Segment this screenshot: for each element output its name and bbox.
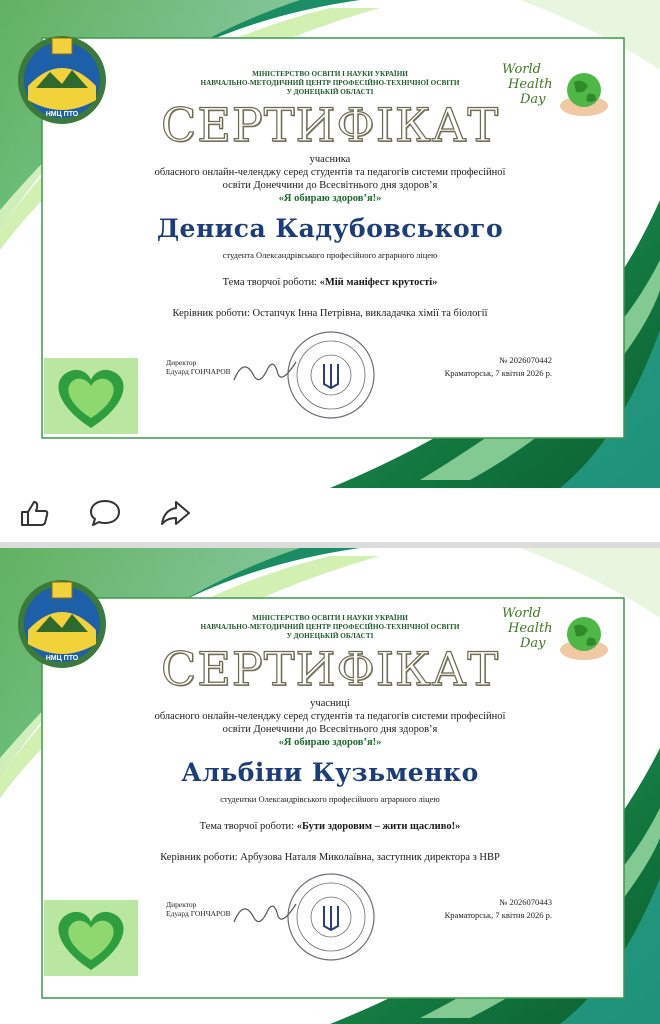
certificate-number: № 2026070443 [499, 897, 552, 907]
whd-line-2: Health [508, 77, 553, 92]
recipient-name: Альбіни Кузьменко [181, 758, 479, 787]
event-line-2: освіти Донеччини до Всесвітнього дня здоров’я [222, 180, 438, 191]
whd-line-3: Day [520, 92, 546, 107]
topic-line [0, 277, 660, 288]
supervisor-line: Керівник роботи: Остапчук Інна Петрівна, викладачка хімії та біології [172, 308, 488, 319]
event-line-1: обласного онлайн-челенджу серед студентів та педагогів системи професійної [154, 711, 506, 722]
ministry-line-2: НАВЧАЛЬНО-МЕТОДИЧНИЙ ЦЕНТР ПРОФЕСІЙНО-ТЕХНІЧНОЇ ОСВІТИ [200, 79, 460, 87]
ministry-line-3: У ДОНЕЦЬКІЙ ОБЛАСТІ [286, 632, 374, 640]
topic-line [0, 821, 660, 832]
place-date: Краматорськ, 7 квітня 2026 р. [444, 910, 552, 920]
post-action-bar [0, 488, 660, 540]
official-seal-icon [286, 330, 376, 420]
topic-label: Тема творчої роботи: [222, 277, 320, 288]
director-role: Директор [166, 900, 197, 909]
recipient-description: студента Олександрівського професійного аграрного ліцею [222, 250, 438, 260]
certificate-image-2[interactable] [0, 548, 660, 1024]
director-role: Директор [166, 358, 197, 367]
official-seal-icon [286, 872, 376, 962]
ministry-line-2: НАВЧАЛЬНО-МЕТОДИЧНИЙ ЦЕНТР ПРОФЕСІЙНО-ТЕХНІЧНОЇ ОСВІТИ [200, 623, 460, 631]
event-line-1: обласного онлайн-челенджу серед студентів та педагогів системи професійної [154, 167, 506, 178]
certificate-title: СЕРТИФІКАТ [161, 642, 499, 696]
recipient-description: студентки Олександрівського професійного аграрного ліцею [220, 794, 440, 804]
whd-line-3: Day [520, 636, 546, 651]
place-date: Краматорськ, 7 квітня 2026 р. [444, 368, 552, 378]
comment-icon[interactable] [88, 498, 122, 528]
participant-role: учасника [309, 154, 351, 165]
green-heart-icon [44, 900, 138, 976]
whd-line-2: Health [508, 621, 553, 636]
whd-line-1: World [502, 62, 541, 77]
director-name: Едуард ГОНЧАРОВ [166, 367, 231, 376]
challenge-motto: «Я обираю здоров’я!» [278, 193, 382, 204]
topic-value: «Бути здоровим – жити щасливо!» [296, 821, 461, 832]
certificate-title: СЕРТИФІКАТ [161, 98, 499, 152]
certificate-number: № 2026070442 [499, 355, 552, 365]
event-line-2: освіти Донеччини до Всесвітнього дня здоров’я [222, 724, 438, 735]
green-heart-icon [44, 358, 138, 434]
ministry-line-1: МІНІСТЕРСТВО ОСВІТИ І НАУКИ УКРАЇНИ [252, 70, 408, 78]
topic-label: Тема творчої роботи: [199, 821, 297, 832]
ministry-line-3: У ДОНЕЦЬКІЙ ОБЛАСТІ [286, 88, 374, 96]
topic-value: «Мій маніфест крутості» [319, 277, 438, 288]
director-name: Едуард ГОНЧАРОВ [166, 909, 231, 918]
logo-text: НМЦ ПТО [45, 655, 79, 662]
whd-line-1: World [502, 606, 541, 621]
recipient-name: Дениса Кадубовського [156, 214, 504, 243]
certificate-image-1[interactable] [0, 0, 660, 488]
share-icon[interactable] [158, 498, 192, 528]
logo-text: НМЦ ПТО [45, 111, 79, 118]
ministry-line-1: МІНІСТЕРСТВО ОСВІТИ І НАУКИ УКРАЇНИ [252, 614, 408, 622]
supervisor-line: Керівник роботи: Арбузова Наталя Миколаївна, заступник директора з НВР [160, 852, 500, 863]
challenge-motto: «Я обираю здоров’я!» [278, 737, 382, 748]
like-icon[interactable] [18, 498, 52, 528]
participant-role: учасниці [310, 698, 350, 709]
